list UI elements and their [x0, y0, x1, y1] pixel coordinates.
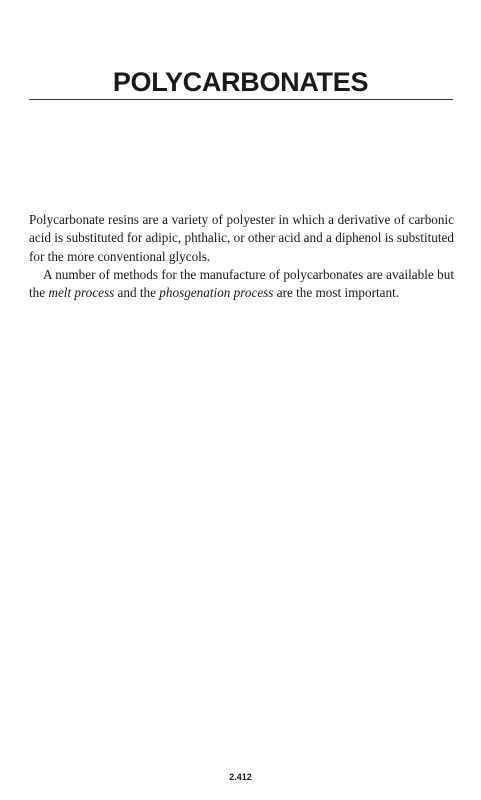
paragraph-intro: Polycarbonate resins are a variety of polyester in which a derivative of carbonic acid is substituted for adipic, phthalic, or other acid and a diphenol is substituted for the more conventional glycols. [29, 212, 454, 264]
body-text [29, 211, 454, 302]
title-rule [29, 99, 453, 100]
paragraph-methods-text-2: and the [114, 285, 160, 301]
term-melt-process: melt process [48, 285, 115, 301]
paragraph-methods-text-3: are the most important. [273, 285, 400, 301]
term-phosgenation-process: phosgenation process [159, 285, 274, 301]
paragraph-methods-text-1: A number of methods for the manufacture of polycarbonates are available but the [29, 266, 454, 301]
paragraph-methods [29, 266, 454, 303]
page-title: POLYCARBONATES [112, 67, 369, 97]
page-number: 2.412 [229, 772, 252, 782]
